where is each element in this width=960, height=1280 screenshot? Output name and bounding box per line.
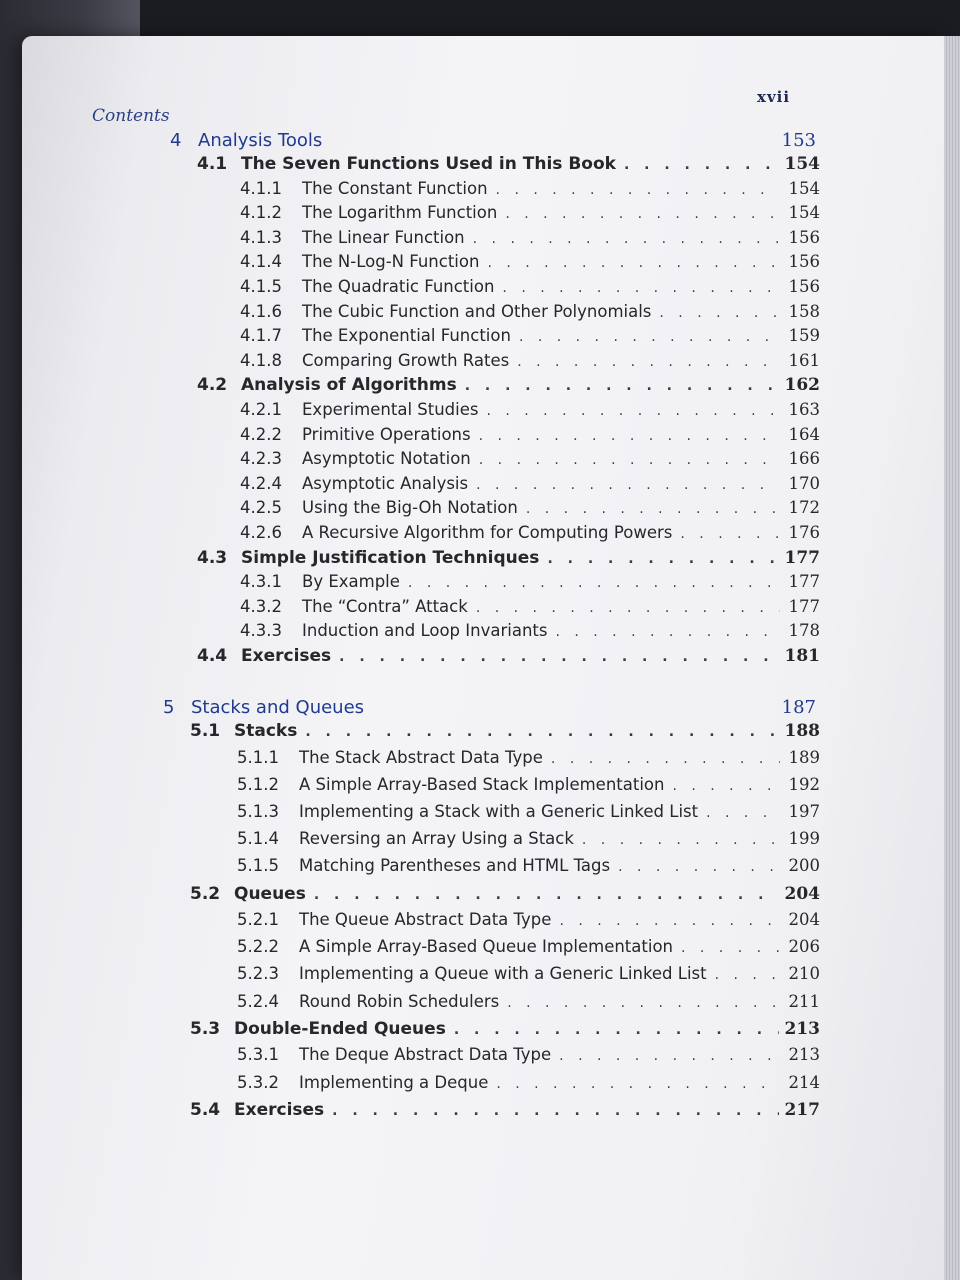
dot-leader — [479, 428, 780, 444]
running-head: Contents — [92, 106, 170, 126]
toc-entry-page: 161 — [788, 350, 820, 370]
dot-leader — [339, 649, 778, 665]
toc-entry-number: 5.3 — [190, 1018, 221, 1039]
toc-subsection-entry[interactable] — [240, 449, 820, 473]
toc-subsection-entry[interactable] — [240, 252, 820, 276]
toc-subsection-entry[interactable] — [237, 1045, 820, 1069]
toc-section-entry[interactable] — [197, 646, 820, 670]
toc-entry-number: 4 — [170, 130, 182, 151]
toc-entry-title: The Stack Abstract Data Type — [299, 747, 543, 767]
toc-entry-page: 154 — [784, 154, 820, 174]
toc-entry-page: 210 — [788, 964, 820, 984]
toc-entry-number: 4.1.2 — [240, 203, 282, 223]
toc-subsection-entry[interactable] — [240, 474, 820, 498]
toc-chapter-entry[interactable] — [170, 130, 816, 154]
dot-leader — [505, 206, 780, 222]
dot-leader — [496, 1076, 780, 1092]
toc-entry-number: 5.1.5 — [237, 856, 279, 876]
dot-leader — [476, 477, 780, 493]
dot-leader — [618, 859, 780, 875]
toc-entry-page: 172 — [788, 498, 820, 518]
toc-subsection-entry[interactable] — [237, 937, 820, 961]
toc-entry-number: 5.1 — [190, 721, 221, 741]
table-of-contents — [22, 36, 944, 1280]
dot-leader — [519, 329, 780, 345]
toc-section-entry[interactable] — [190, 1100, 820, 1124]
toc-entry-number: 5.4 — [190, 1099, 221, 1120]
toc-subsection-entry[interactable] — [240, 351, 820, 375]
toc-entry-title: The Cubic Function and Other Polynomials — [302, 301, 652, 321]
toc-entry-page: 159 — [788, 326, 820, 346]
toc-entry-title: Primitive Operations — [302, 424, 471, 444]
toc-entry-page: 181 — [784, 646, 820, 666]
toc-entry-page: 177 — [788, 596, 820, 616]
toc-section-entry[interactable] — [190, 1019, 820, 1043]
toc-entry-number: 4.2.1 — [240, 400, 282, 419]
toc-entry-title: Analysis Tools — [198, 130, 323, 151]
page-number-folio: xvii — [757, 88, 791, 106]
toc-entry-title: The Linear Function — [302, 227, 465, 247]
dot-leader — [547, 551, 778, 567]
toc-entry-number: 4.1.4 — [240, 252, 282, 272]
toc-subsection-entry[interactable] — [237, 992, 820, 1016]
toc-entry-number: 5.2.3 — [237, 964, 279, 984]
toc-entry-title: Implementing a Queue with a Generic Linked List — [299, 964, 707, 984]
toc-entry-title: Analysis of Algorithms — [241, 375, 457, 396]
toc-entry-page: 156 — [788, 277, 820, 296]
toc-entry-number: 4.1 — [197, 154, 228, 174]
toc-entry-number: 4.1.6 — [240, 301, 282, 321]
toc-entry-number: 5.1.2 — [237, 774, 279, 794]
dot-leader — [517, 354, 780, 370]
toc-entry-title: The Seven Functions Used in This Book — [241, 154, 616, 174]
toc-entry-page: 211 — [788, 991, 820, 1011]
toc-entry-number: 4.3.3 — [240, 621, 282, 641]
toc-entry-title: Simple Justification Techniques — [241, 547, 540, 568]
toc-section-entry[interactable] — [197, 548, 820, 572]
toc-entry-title: Round Robin Schedulers — [299, 991, 500, 1011]
toc-entry-title: Exercises — [234, 1099, 325, 1120]
toc-entry-page: 214 — [788, 1072, 820, 1092]
toc-entry-page: 162 — [784, 375, 820, 396]
dot-leader — [555, 624, 780, 640]
toc-subsection-entry[interactable] — [240, 277, 820, 301]
toc-entry-title: Asymptotic Analysis — [302, 473, 469, 493]
toc-subsection-entry[interactable] — [240, 597, 820, 621]
dot-leader — [486, 403, 780, 419]
page-edges — [944, 36, 960, 1280]
dot-leader — [706, 805, 780, 821]
toc-subsection-entry[interactable] — [240, 179, 820, 203]
dot-leader — [624, 157, 779, 173]
toc-entry-title: Asymptotic Notation — [302, 449, 471, 469]
dot-leader — [314, 887, 779, 903]
dot-leader — [473, 231, 780, 247]
toc-entry-page: 204 — [784, 883, 820, 904]
dot-leader — [551, 751, 780, 767]
toc-section-entry[interactable] — [197, 375, 820, 399]
dot-leader — [496, 182, 780, 198]
toc-entry-number: 5.3.2 — [237, 1072, 279, 1092]
toc-subsection-entry[interactable] — [237, 1073, 820, 1097]
toc-entry-title: The Constant Function — [302, 178, 488, 198]
toc-entry-number: 4.1.1 — [240, 178, 282, 198]
toc-entry-title: Matching Parentheses and HTML Tags — [299, 856, 611, 876]
toc-subsection-entry[interactable] — [240, 523, 820, 547]
toc-entry-page: 154 — [788, 203, 820, 223]
dot-leader — [559, 1048, 780, 1064]
toc-entry-number: 5 — [163, 697, 175, 718]
toc-entry-page: 170 — [788, 473, 820, 493]
dot-leader — [526, 501, 780, 517]
toc-entry-title: The Deque Abstract Data Type — [299, 1045, 552, 1065]
toc-entry-number: 4.2.5 — [240, 498, 282, 518]
toc-entry-page: 192 — [788, 774, 820, 794]
dot-leader — [715, 967, 780, 983]
toc-entry-title: Exercises — [241, 646, 332, 666]
toc-subsection-entry[interactable] — [240, 326, 820, 350]
dot-leader — [582, 832, 780, 848]
toc-subsection-entry[interactable] — [237, 829, 820, 853]
toc-entry-page: 197 — [788, 801, 820, 821]
toc-entry-title: The Quadratic Function — [302, 277, 495, 296]
toc-entry-page: 204 — [788, 910, 820, 929]
toc-subsection-entry[interactable] — [237, 775, 820, 799]
toc-entry-number: 4.2.4 — [240, 473, 282, 493]
book-page — [22, 36, 944, 1280]
dot-leader — [559, 913, 780, 929]
toc-subsection-entry[interactable] — [237, 964, 820, 988]
toc-entry-number: 5.2.2 — [237, 937, 279, 957]
toc-entry-title: Implementing a Stack with a Generic Linked List — [299, 801, 699, 821]
toc-entry-title: Using the Big-Oh Notation — [302, 498, 518, 518]
dot-leader — [465, 378, 779, 394]
toc-entry-page: 156 — [788, 252, 820, 272]
toc-section-entry[interactable] — [190, 721, 820, 745]
toc-subsection-entry[interactable] — [240, 203, 820, 227]
toc-entry-page: 188 — [784, 721, 820, 741]
toc-entry-title: The N-Log-N Function — [302, 252, 480, 272]
toc-section-entry[interactable] — [197, 154, 820, 178]
toc-entry-page: 176 — [788, 523, 820, 542]
toc-subsection-entry[interactable] — [240, 621, 820, 645]
toc-entry-title: The “Contra” Attack — [302, 596, 468, 616]
toc-subsection-entry[interactable] — [237, 748, 820, 772]
dot-leader — [487, 255, 780, 271]
toc-entry-number: 4.1.7 — [240, 326, 282, 346]
toc-entry-page: 166 — [788, 449, 820, 469]
toc-entry-page: 177 — [784, 547, 820, 568]
toc-entry-title: A Simple Array-Based Queue Implementation — [299, 937, 673, 957]
toc-entry-page: 187 — [781, 697, 816, 718]
toc-entry-page: 178 — [788, 621, 820, 641]
dot-leader — [681, 940, 780, 956]
toc-subsection-entry[interactable] — [240, 498, 820, 522]
toc-entry-number: 4.2.6 — [240, 523, 282, 542]
toc-entry-number: 4.1.5 — [240, 277, 282, 296]
dot-leader — [507, 995, 780, 1011]
toc-entry-page: 213 — [784, 1018, 820, 1039]
toc-entry-number: 4.3 — [197, 547, 228, 568]
toc-entry-page: 164 — [788, 424, 820, 444]
toc-entry-title: Implementing a Deque — [299, 1072, 489, 1092]
toc-entry-page: 153 — [781, 130, 816, 151]
toc-entry-number: 4.3.2 — [240, 596, 282, 616]
toc-entry-number: 4.2 — [197, 375, 228, 396]
toc-entry-page: 158 — [788, 301, 820, 321]
dot-leader — [680, 526, 780, 542]
toc-chapter-entry[interactable] — [163, 697, 816, 721]
toc-entry-title: Double-Ended Queues — [234, 1018, 446, 1039]
toc-entry-title: A Simple Array-Based Stack Implementation — [299, 774, 665, 794]
toc-section-entry[interactable] — [190, 884, 820, 908]
toc-entry-page: 163 — [788, 400, 820, 419]
toc-subsection-entry[interactable] — [237, 910, 820, 934]
toc-entry-page: 199 — [788, 829, 820, 849]
dot-leader — [672, 778, 780, 794]
toc-entry-page: 213 — [788, 1045, 820, 1065]
toc-entry-page: 154 — [788, 178, 820, 198]
toc-entry-number: 4.4 — [197, 646, 228, 666]
toc-entry-number: 4.2.2 — [240, 424, 282, 444]
toc-entry-title: By Example — [302, 572, 400, 592]
toc-entry-title: Stacks and Queues — [191, 697, 365, 718]
toc-entry-title: Induction and Loop Invariants — [302, 621, 548, 641]
toc-entry-page: 189 — [788, 747, 820, 767]
toc-entry-number: 5.2.4 — [237, 991, 279, 1011]
toc-entry-page: 200 — [788, 856, 820, 876]
toc-entry-title: The Exponential Function — [302, 326, 511, 346]
dot-leader — [659, 305, 780, 321]
toc-entry-number: 5.2.1 — [237, 910, 279, 929]
toc-subsection-entry[interactable] — [237, 856, 820, 880]
toc-entry-page: 217 — [784, 1099, 820, 1120]
dot-leader — [408, 575, 780, 591]
toc-entry-number: 4.1.8 — [240, 350, 282, 370]
toc-subsection-entry[interactable] — [240, 425, 820, 449]
toc-subsection-entry[interactable] — [240, 228, 820, 252]
toc-entry-number: 4.1.3 — [240, 227, 282, 247]
toc-entry-title: Comparing Growth Rates — [302, 350, 510, 370]
toc-entry-title: Experimental Studies — [302, 400, 479, 419]
toc-entry-number: 4.3.1 — [240, 572, 282, 592]
dot-leader — [502, 280, 780, 296]
toc-entry-number: 5.2 — [190, 883, 221, 904]
toc-entry-title: The Queue Abstract Data Type — [299, 910, 552, 929]
toc-entry-page: 206 — [788, 937, 820, 957]
dot-leader — [454, 1022, 779, 1038]
toc-entry-title: The Logarithm Function — [302, 203, 498, 223]
dot-leader — [305, 724, 778, 740]
toc-entry-number: 5.1.4 — [237, 829, 279, 849]
toc-entry-number: 4.2.3 — [240, 449, 282, 469]
toc-entry-title: Reversing an Array Using a Stack — [299, 829, 574, 849]
toc-entry-title: Stacks — [234, 721, 298, 741]
toc-entry-number: 5.1.1 — [237, 747, 279, 767]
toc-subsection-entry[interactable] — [237, 802, 820, 826]
toc-subsection-entry[interactable] — [240, 572, 820, 596]
toc-entry-number: 5.1.3 — [237, 801, 279, 821]
toc-entry-title: A Recursive Algorithm for Computing Powers — [302, 523, 673, 542]
dot-leader — [479, 452, 780, 468]
toc-entry-page: 156 — [788, 227, 820, 247]
toc-subsection-entry[interactable] — [240, 302, 820, 326]
dot-leader — [332, 1103, 778, 1119]
toc-entry-title: Queues — [234, 883, 306, 904]
toc-subsection-entry[interactable] — [240, 400, 820, 424]
toc-entry-number: 5.3.1 — [237, 1045, 279, 1065]
toc-entry-page: 177 — [788, 572, 820, 592]
dot-leader — [476, 600, 780, 616]
